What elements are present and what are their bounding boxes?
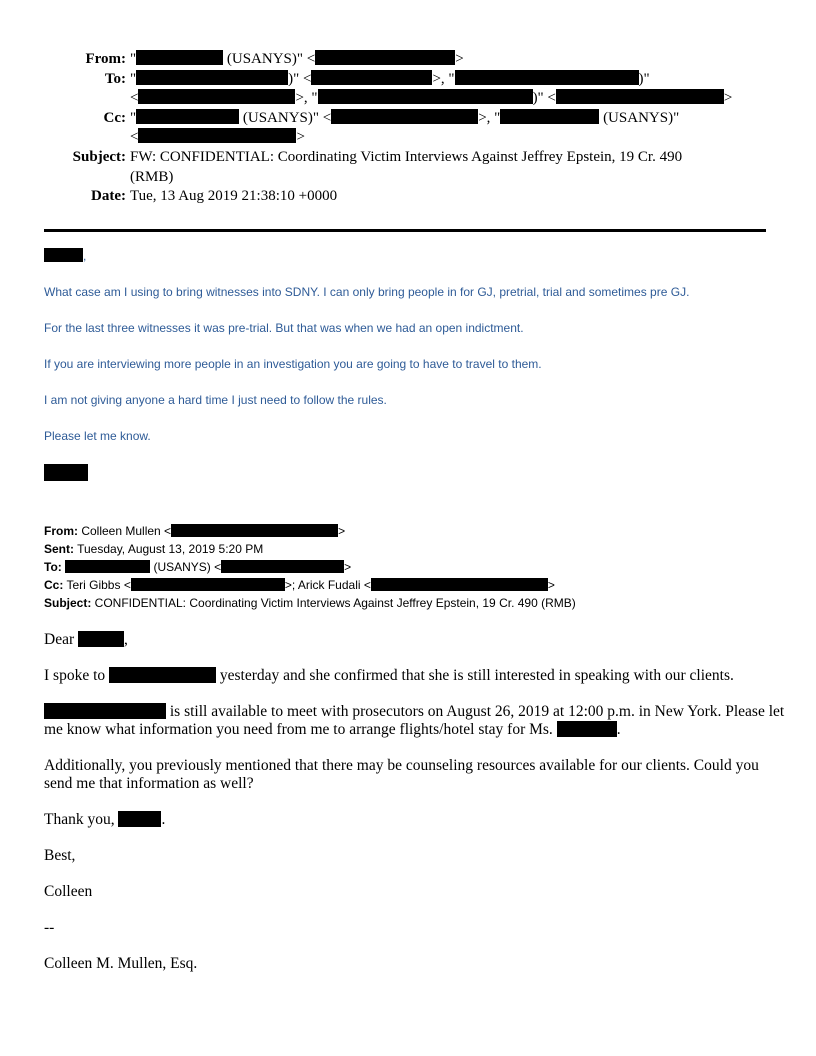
redaction-bar: [78, 631, 124, 647]
quoted-header-from: [44, 522, 786, 540]
redaction-bar: [136, 70, 288, 85]
text-segment: >: [455, 51, 464, 67]
reply-paragraph: If you are interviewing more people in an investigation you are going to have to travel to them.: [44, 356, 542, 371]
text-segment: )": [638, 70, 650, 87]
body-paragraph: [44, 811, 786, 829]
body-paragraph: [44, 703, 786, 739]
redaction-bar: [556, 89, 724, 104]
redaction-bar: [221, 560, 344, 573]
header-value-line: [130, 109, 766, 129]
reply-salutation: [44, 248, 786, 265]
redaction-bar: [44, 703, 166, 719]
text-segment: .: [161, 810, 166, 828]
field-value: [74, 542, 263, 556]
date-label: Date:: [91, 188, 126, 205]
header-row-date: [44, 187, 766, 207]
text-segment: (USANYS)": [599, 109, 680, 126]
signature-name: [44, 955, 786, 973]
header-row-from: [44, 50, 766, 70]
quoted-message-body: [44, 631, 786, 973]
redaction-bar: [44, 464, 88, 481]
redaction-bar: [171, 524, 338, 537]
email-header: [44, 50, 766, 207]
header-value-line: [130, 187, 766, 207]
redaction-bar: [315, 50, 455, 65]
text-segment: --: [44, 918, 55, 936]
field-value: [62, 560, 351, 574]
body-paragraph: [44, 847, 786, 865]
text-segment: (USANYS)" <: [239, 109, 332, 126]
field-label: Cc:: [44, 577, 64, 592]
text-segment: )" <: [288, 70, 312, 87]
text-segment: I spoke to: [44, 666, 110, 684]
reply-paragraph: Please let me know.: [44, 428, 151, 443]
text-segment: Teri Gibbs <: [63, 577, 131, 592]
reply-signature-redaction: [44, 464, 786, 484]
body-paragraph: [44, 631, 786, 649]
text-segment: ,: [83, 248, 87, 263]
body-paragraph: [44, 883, 786, 901]
text-segment: Best,: [44, 846, 76, 864]
quoted-header-subject: [44, 594, 786, 612]
date-value: [130, 187, 766, 207]
redaction-bar: [131, 578, 285, 591]
text-segment: ,: [124, 630, 128, 648]
redaction-bar: [138, 128, 296, 143]
text-segment: ": [130, 109, 137, 126]
reply-paragraph: What case am I using to bring witnesses into SDNY. I can only bring people in for GJ, pretrial, trial and sometimes pre GJ.: [44, 284, 690, 299]
redaction-bar: [109, 667, 216, 683]
header-row-to: [44, 70, 766, 109]
header-value-line: [130, 70, 766, 90]
field-label: From:: [44, 523, 78, 538]
redaction-bar: [311, 70, 432, 85]
reply-body: [44, 248, 786, 484]
header-value-line: [130, 89, 766, 109]
subject-label: Subject:: [72, 148, 126, 165]
header-value-line: [130, 128, 766, 148]
subject-value: [130, 148, 766, 187]
text-segment: Additionally, you previously mentioned that there may be counseling resources available for our clients. Could you send me that information as well?: [44, 756, 759, 792]
header-row-subject: [44, 148, 766, 187]
redaction-bar: [136, 109, 239, 124]
text-segment: is still available to meet with prosecutors on August 26, 2019 at 12:00 p.m. in New York. Please let me know what information you need from me to arrange flights/hotel stay for Ms.: [44, 702, 785, 738]
from-value: [130, 50, 766, 70]
field-label: Subject:: [44, 595, 92, 610]
text-segment: >: [338, 523, 346, 538]
text-segment: (USANYS) <: [150, 559, 222, 574]
text-segment: >: [723, 90, 733, 107]
to-value: [130, 70, 766, 109]
reply-paragraph: For the last three witnesses it was pre-trial. But that was when we had an open indictment.: [44, 320, 524, 335]
header-divider: [44, 229, 766, 232]
from-label: From:: [85, 51, 126, 67]
redaction-bar: [118, 811, 161, 827]
text-segment: (RMB): [130, 168, 174, 185]
reply-paragraph: I am not giving anyone a hard time I just need to follow the rules.: [44, 392, 387, 407]
text-segment: >: [296, 129, 305, 146]
quoted-header-to: [44, 558, 786, 576]
text-segment: (USANYS)" <: [223, 51, 316, 67]
redaction-bar: [318, 89, 533, 104]
text-segment: Tuesday, August 13, 2019 5:20 PM: [74, 541, 264, 556]
field-label: To:: [44, 559, 62, 574]
signature-divider: [44, 919, 786, 937]
redaction-bar: [331, 109, 478, 124]
header-value-line: [130, 50, 766, 70]
text-segment: FW: CONFIDENTIAL: Coordinating Victim Interviews Against Jeffrey Epstein, 19 Cr. 490: [130, 148, 683, 165]
redaction-bar: [65, 560, 150, 573]
quoted-message-header: [44, 522, 786, 612]
field-value: [63, 578, 555, 592]
cc-value: [130, 109, 766, 148]
body-paragraph: [44, 757, 786, 793]
text-segment: Colleen: [44, 882, 93, 900]
text-segment: Colleen Mullen <: [78, 523, 172, 538]
text-segment: Colleen M. Mullen, Esq.: [44, 954, 198, 972]
text-segment: >; Arick Fudali <: [284, 577, 371, 592]
cc-label: Cc:: [103, 109, 126, 126]
redaction-bar: [136, 50, 223, 65]
header-value-line: [130, 148, 766, 168]
text-segment: >: [547, 577, 555, 592]
redaction-bar: [44, 248, 83, 262]
redaction-bar: [557, 721, 617, 737]
text-segment: >: [344, 559, 352, 574]
quoted-header-cc: [44, 576, 786, 594]
field-label: Sent:: [44, 541, 74, 556]
redaction-bar: [500, 109, 599, 124]
text-segment: ": [130, 70, 137, 87]
text-segment: >, ": [432, 70, 455, 87]
quoted-header-sent: [44, 540, 786, 558]
text-segment: ": [130, 51, 137, 67]
text-segment: Thank you,: [44, 810, 119, 828]
redaction-bar: [455, 70, 639, 85]
text-segment: <: [130, 90, 139, 107]
text-segment: Tue, 13 Aug 2019 21:38:10 +0000: [130, 188, 338, 205]
text-segment: )" <: [532, 90, 556, 107]
text-segment: Dear: [44, 630, 78, 648]
text-segment: <: [130, 129, 139, 146]
text-segment: >, ": [295, 90, 318, 107]
text-segment: .: [616, 720, 621, 738]
field-value: [78, 524, 345, 538]
text-segment: yesterday and she confirmed that she is still interested in speaking with our clients.: [216, 666, 734, 684]
redaction-bar: [138, 89, 295, 104]
text-segment: >, ": [478, 109, 501, 126]
header-value-line: [130, 168, 766, 188]
redaction-bar: [371, 578, 548, 591]
header-row-cc: [44, 109, 766, 148]
field-value: [91, 596, 575, 610]
to-label: To:: [104, 70, 126, 87]
text-segment: CONFIDENTIAL: Coordinating Victim Interviews Against Jeffrey Epstein, 19 Cr. 490 (RMB): [91, 595, 576, 610]
body-paragraph: [44, 667, 786, 685]
